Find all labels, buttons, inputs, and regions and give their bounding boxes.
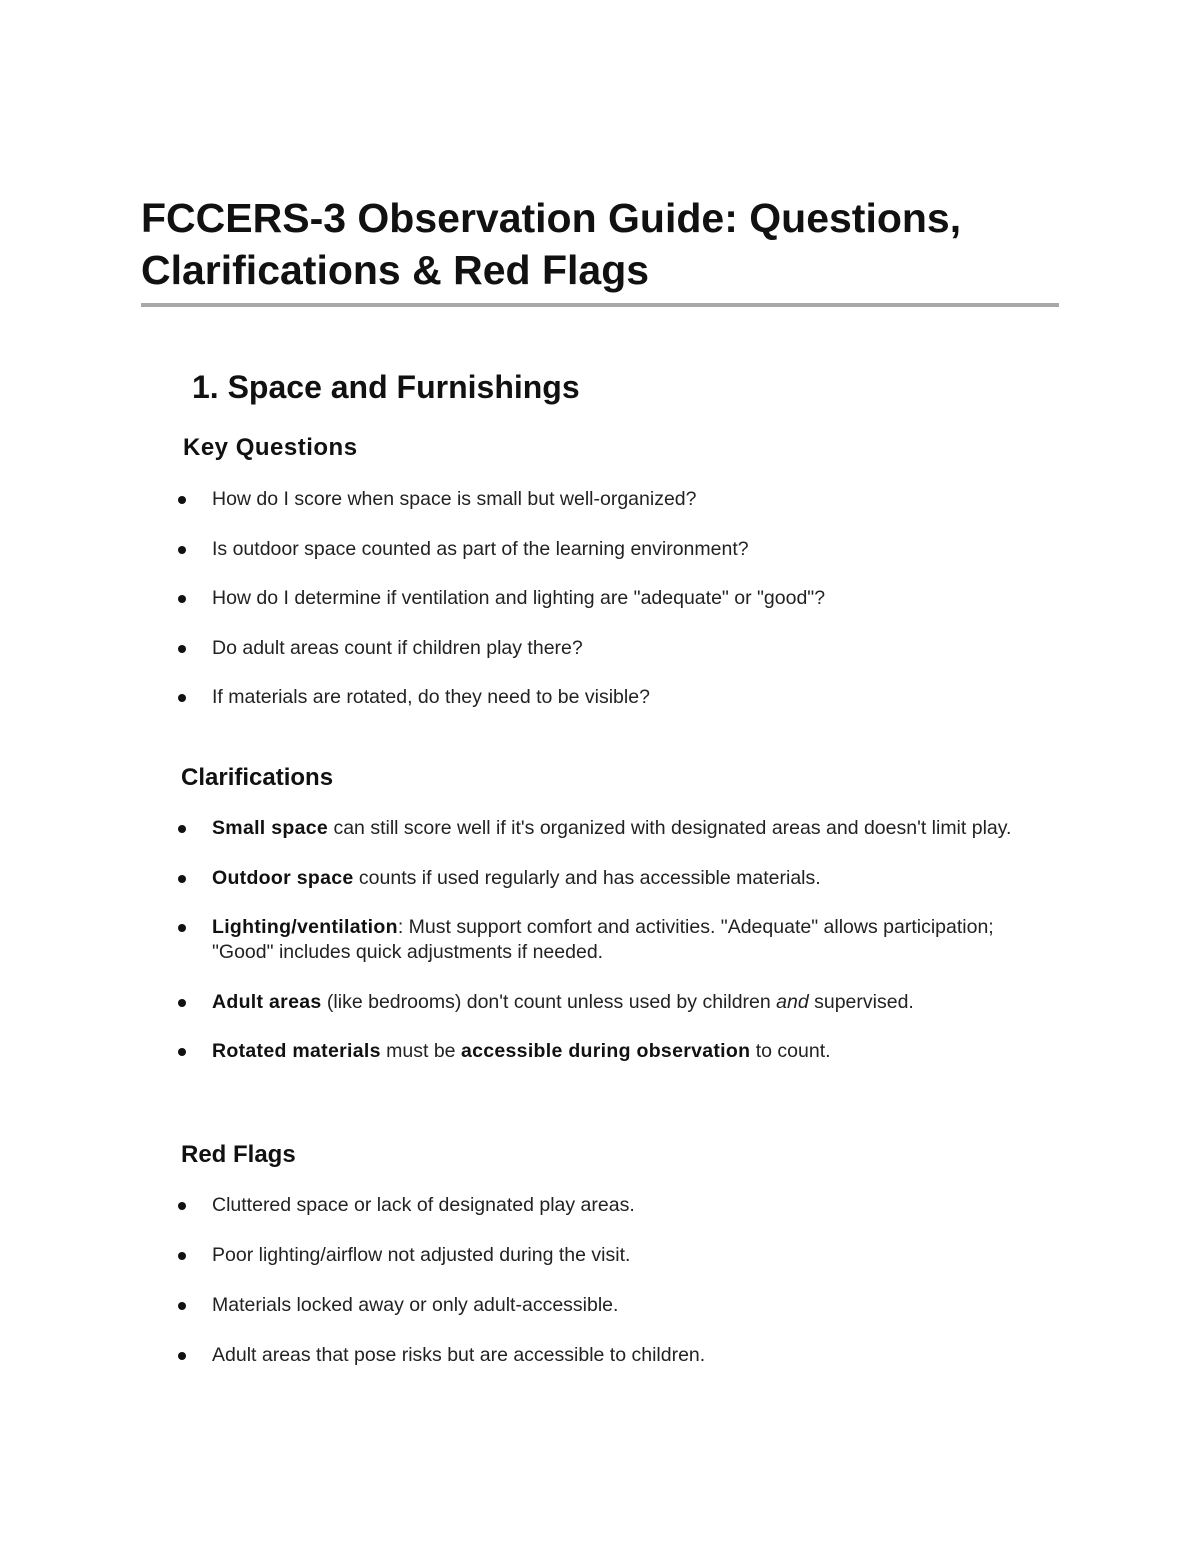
- list-item: [178, 636, 1058, 686]
- list-item-emphasis: and: [776, 990, 809, 1013]
- list-item-term-2: accessible during observation: [460, 1040, 751, 1062]
- bullet-icon: [178, 595, 186, 603]
- red-flags-heading: Red Flags: [181, 1141, 296, 1168]
- list-item-text: Cluttered space or lack of designated play areas.: [212, 1194, 635, 1216]
- list-item-text: : Must support comfort and activities. "Adequate" allows participation; "Good" includes quick adjustments if needed.: [212, 916, 994, 963]
- list-item: [178, 990, 1058, 1015]
- list-item: [178, 685, 1058, 735]
- list-item-text: can still score well if it's organized with designated areas and doesn't limit play.: [328, 817, 1012, 839]
- list-item-text-end: supervised.: [808, 990, 914, 1013]
- list-item-text: How do I score when space is small but well-organized?: [212, 488, 697, 510]
- list-item-term: Small space: [212, 817, 329, 839]
- list-item-term: Adult areas: [212, 990, 322, 1013]
- list-item: [178, 1343, 1058, 1393]
- bullet-icon: [178, 999, 186, 1007]
- bullet-icon: [178, 825, 186, 833]
- list-item: [178, 1293, 1058, 1343]
- list-item: [178, 866, 1058, 891]
- list-item: [178, 1039, 1058, 1064]
- list-item-term: Rotated materials: [212, 1040, 381, 1062]
- list-item: [178, 816, 1058, 841]
- document-title: FCCERS-3 Observation Guide: Questions, Clarifications & Red Flags: [141, 195, 962, 293]
- list-item-text: Materials locked away or only adult-accessible.: [212, 1294, 619, 1316]
- list-item-text: Poor lighting/airflow not adjusted during the visit.: [212, 1244, 631, 1266]
- bullet-icon: [178, 694, 186, 702]
- clarifications-list: [178, 816, 1058, 1089]
- list-item-text: Adult areas that pose risks but are accessible to children.: [212, 1344, 706, 1366]
- red-flags-list: [178, 1193, 1058, 1393]
- bullet-icon: [178, 645, 186, 653]
- list-item-text-end: to count.: [750, 1040, 831, 1062]
- list-item: [178, 1243, 1058, 1293]
- list-item-text: How do I determine if ventilation and lighting are "adequate" or "good"?: [212, 587, 826, 609]
- list-item: [178, 537, 1058, 587]
- bullet-icon: [178, 1352, 186, 1360]
- bullet-icon: [178, 496, 186, 504]
- list-item-text: must be: [380, 1040, 461, 1062]
- bullet-icon: [178, 924, 186, 932]
- bullet-icon: [178, 1048, 186, 1056]
- list-item: [178, 1193, 1058, 1243]
- list-item: [178, 915, 1058, 965]
- bullet-icon: [178, 1202, 186, 1210]
- key-questions-heading: Key Questions: [183, 434, 358, 461]
- list-item-term: Lighting/ventilation: [212, 916, 398, 938]
- clarifications-heading: Clarifications: [181, 764, 334, 791]
- list-item-term: Outdoor space: [212, 866, 354, 889]
- section-heading: 1. Space and Furnishings: [192, 369, 580, 405]
- bullet-icon: [178, 546, 186, 554]
- list-item-text: Is outdoor space counted as part of the learning environment?: [212, 537, 749, 560]
- list-item-text: If materials are rotated, do they need to be visible?: [212, 686, 650, 708]
- list-item-text: counts if used regularly and has accessible materials.: [353, 866, 821, 889]
- list-item: [178, 487, 1058, 537]
- bullet-icon: [178, 1252, 186, 1260]
- bullet-icon: [178, 875, 186, 883]
- title-divider: [141, 303, 1059, 307]
- list-item-text: (like bedrooms) don't count unless used by children: [321, 990, 777, 1013]
- list-item: [178, 586, 1058, 636]
- list-item-text: Do adult areas count if children play there?: [212, 636, 583, 659]
- key-questions-list: [178, 487, 1058, 735]
- bullet-icon: [178, 1302, 186, 1310]
